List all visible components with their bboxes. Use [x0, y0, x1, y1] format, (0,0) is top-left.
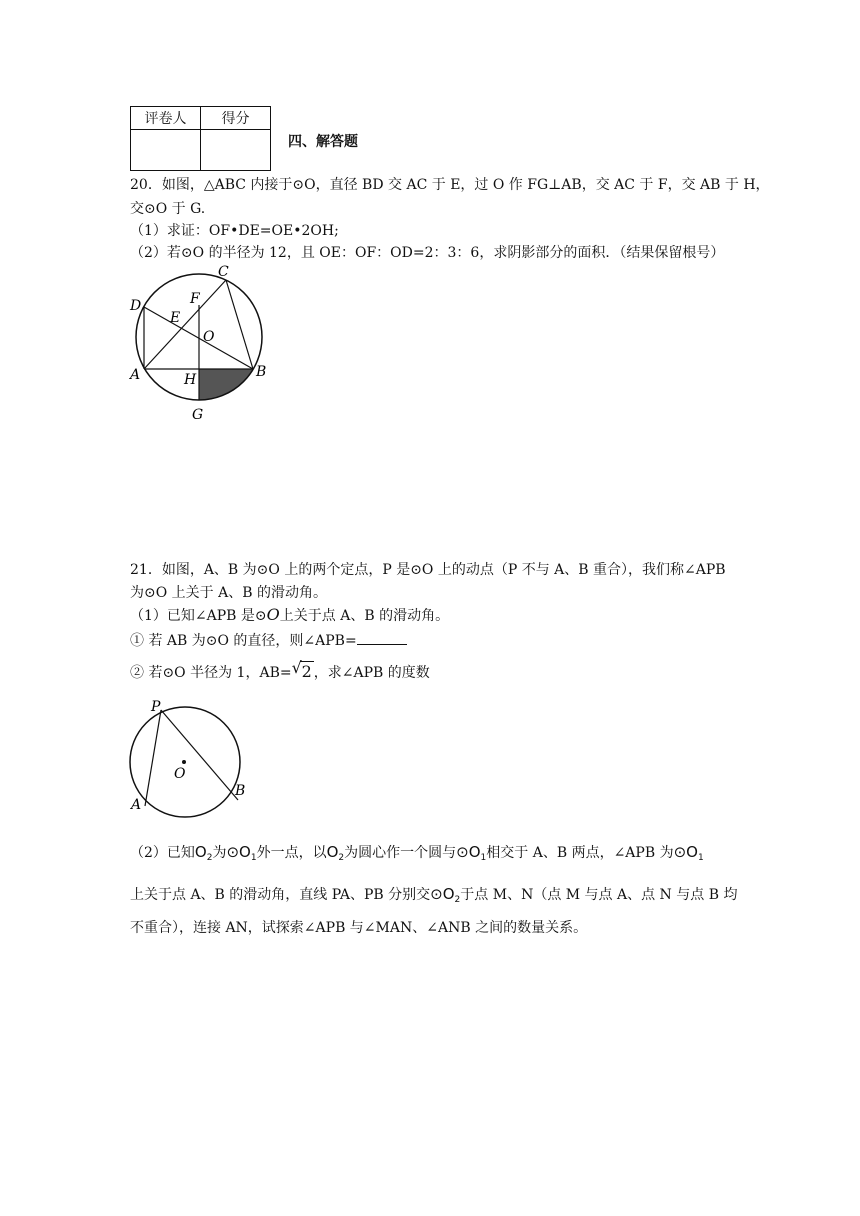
- q21-part1-circ: ⊙: [254, 608, 267, 624]
- q21-part2-line1: [130, 842, 704, 868]
- p2-text-b: 为: [212, 845, 227, 861]
- label-g: G: [192, 407, 204, 423]
- shaded-region: [199, 369, 253, 400]
- p2-text-d: 为圆心作一个圆与: [344, 845, 457, 861]
- circle-o1-symbol: $⊙O_1$: [456, 843, 487, 863]
- p2-text-g: 于点 M、N（点 M 与点 A、点 N 与点 B 均: [460, 887, 738, 903]
- center-point: [182, 760, 186, 764]
- q21-part2-line3: 不重合），连接 AN，试探索∠APB 与∠MAN、∠ANB 之间的数量关系。: [130, 920, 588, 936]
- q21-part1-b: 上关于点 A、B 的滑动角。: [279, 608, 450, 624]
- q21-part1: [130, 605, 449, 626]
- label-d: D: [130, 298, 142, 314]
- score-table: [130, 106, 271, 171]
- line-pa: [145, 710, 161, 806]
- q21-part2-line2: [130, 884, 737, 910]
- p2-text-e: 相交于 A、B 两点，∠APB 为: [486, 845, 674, 861]
- label-h: H: [184, 372, 197, 388]
- p2-text-a: （2）已知: [130, 845, 195, 861]
- radicand: 2: [301, 662, 312, 681]
- q21-part1-a: （1）已知∠APB 是: [130, 608, 255, 624]
- label-b: B: [235, 783, 246, 799]
- radical-sign: √: [291, 658, 302, 677]
- q20-part2: （2）若⊙O 的半径为 12，且 OE：OF：OD=2：3：6，求阴影部分的面积．（结果保留根号）: [130, 245, 725, 261]
- q21-item1: [130, 630, 407, 651]
- q20-figure: [118, 260, 288, 430]
- label-p: P: [151, 699, 161, 715]
- circle-o1-symbol: $⊙O_1$: [226, 843, 257, 863]
- label-b: B: [256, 364, 267, 380]
- q21-part1-o: O: [266, 605, 280, 624]
- label-c: C: [218, 264, 229, 280]
- label-o: O: [203, 329, 215, 345]
- o2-symbol: $O_2$: [326, 843, 345, 863]
- q21-figure: [118, 690, 258, 820]
- q21-item2-b: ，求∠APB 的度数: [313, 665, 430, 681]
- score-table-grader-header: 评卷人: [131, 107, 201, 130]
- line-pb: [161, 710, 238, 800]
- section-title: 四、解答题: [288, 134, 358, 150]
- q20-line1: 20．如图，△ABC 内接于⊙O，直径 BD 交 AC 于 E，过 O 作 FG⊥AB，交 AC 于 F，交 AB 于 H，: [130, 177, 770, 193]
- q21-item1-text: ① 若 AB 为⊙O 的直径，则∠APB=: [130, 633, 357, 649]
- score-table-score-header: 得分: [201, 107, 271, 130]
- score-table-grader-cell[interactable]: [131, 130, 201, 171]
- q21-item2: [130, 658, 430, 683]
- label-e: E: [170, 310, 181, 326]
- answer-blank[interactable]: [357, 630, 407, 645]
- o2-symbol: $O_2$: [194, 843, 213, 863]
- score-table-score-cell[interactable]: [201, 130, 271, 171]
- q20-part1: （1）求证：OF•DE=OE•2OH;: [130, 223, 339, 239]
- circle-o2-symbol: $⊙O_2$: [430, 885, 461, 905]
- q20-line2: 交⊙O 于 G.: [130, 201, 206, 217]
- chord-ac: [144, 280, 226, 369]
- circle-o1-symbol: $⊙O_1$: [673, 843, 704, 863]
- label-o: O: [174, 766, 186, 782]
- q21-line1: 21．如图，A、B 为⊙O 上的两个定点，P 是⊙O 上的动点（P 不与 A、B 重合），我们称∠APB: [130, 562, 726, 578]
- p2-text-f: 上关于点 A、B 的滑动角，直线 PA、PB 分别交: [130, 887, 431, 903]
- p2-text-c: 外一点，以: [256, 845, 327, 861]
- label-a: A: [131, 797, 142, 813]
- label-a: A: [130, 367, 141, 383]
- label-f: F: [190, 291, 200, 307]
- q21-item2-a: ② 若⊙O 半径为 1，AB=: [130, 665, 292, 681]
- sqrt-expression: [291, 658, 314, 683]
- q21-line2: 为⊙O 上关于 A、B 的滑动角。: [130, 585, 327, 601]
